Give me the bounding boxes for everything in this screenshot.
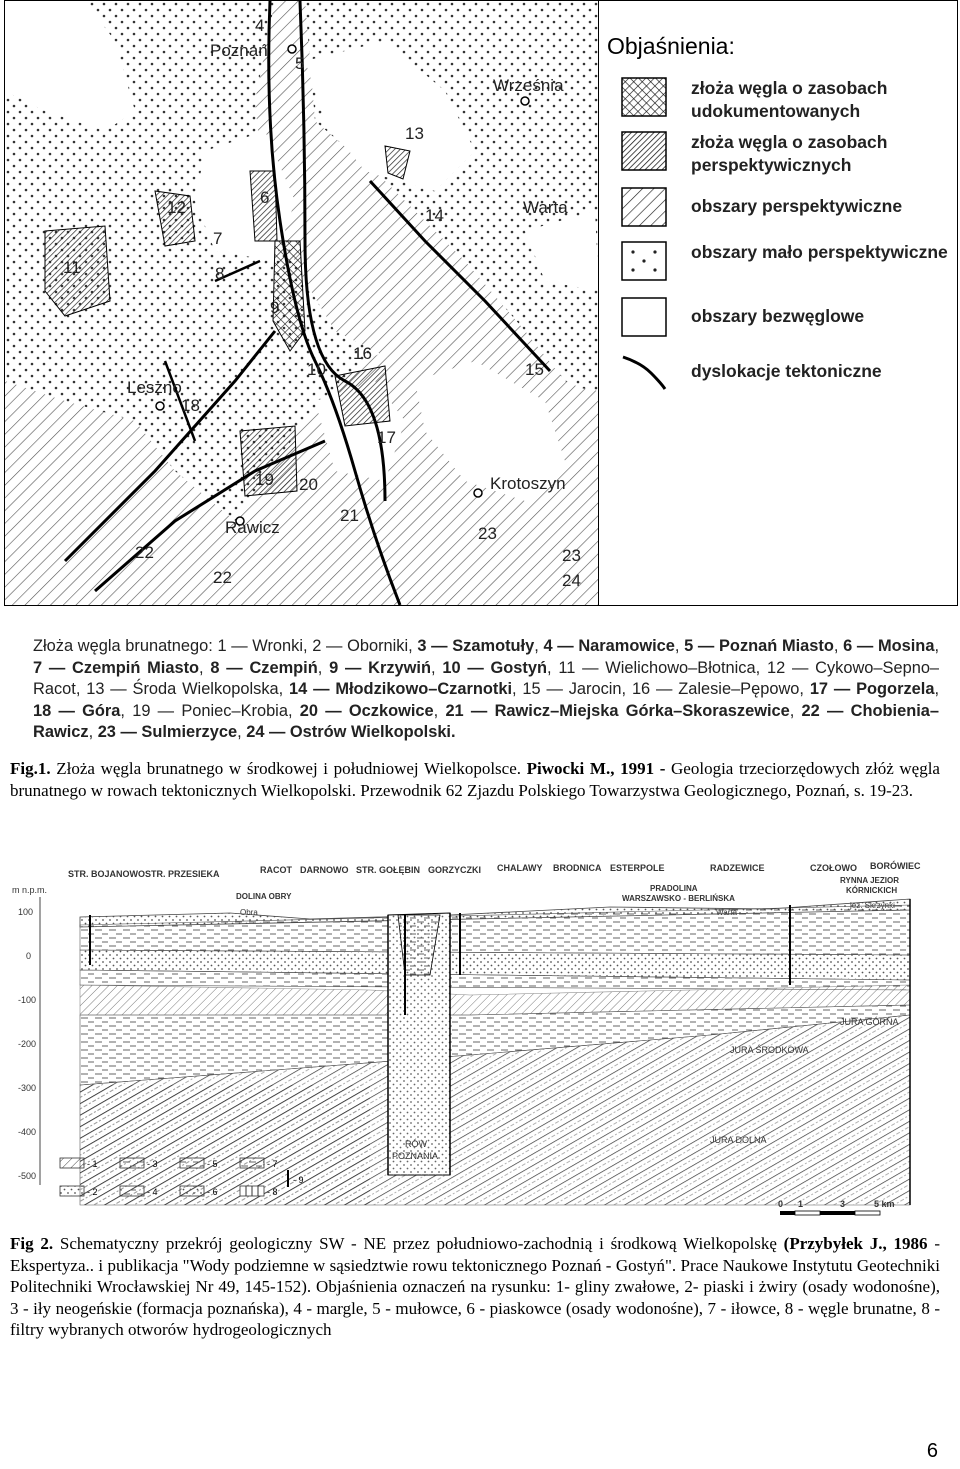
map-label-poznan: Poznań bbox=[210, 41, 268, 60]
deposit-item: 15 — Jarocin bbox=[522, 680, 622, 699]
caption1-label: Fig.1. bbox=[10, 759, 51, 778]
deposit-item: 6 — Mosina bbox=[843, 637, 935, 655]
deposit-item: 7 — Czempiń Miasto bbox=[33, 658, 200, 677]
caption2-author: (Przybyłek J., 1986 bbox=[783, 1234, 928, 1253]
deposit-list-intro: Złoża węgla brunatnego: bbox=[33, 637, 218, 655]
page-number: 6 bbox=[926, 1440, 938, 1462]
figure-2-cross-section bbox=[10, 855, 940, 1225]
deposit-item: 19 — Poniec–Krobia bbox=[132, 701, 288, 720]
map-num-21: 21 bbox=[340, 506, 359, 525]
map-num-6: 6 bbox=[260, 188, 270, 207]
xs-label-przesieka: STR. PRZESIEKA bbox=[145, 869, 220, 879]
map-num-14: 14 bbox=[425, 206, 444, 225]
deposit-item: 14 — Młodzikowo–Czarnotki bbox=[289, 680, 513, 699]
map-num-5: 5 bbox=[295, 54, 305, 73]
xs-label-chalawy: CHALAWY bbox=[497, 863, 543, 873]
xs-axis-unit: m n.p.m. bbox=[12, 885, 48, 895]
map-num-23a: 23 bbox=[478, 524, 497, 543]
legend-label-documented: złoża węgla o zasobach udokumentowanych bbox=[691, 78, 888, 121]
xs-tick-100: 100 bbox=[18, 907, 34, 917]
map-num-7: 7 bbox=[213, 229, 223, 248]
xs-legend-3: - 3 bbox=[147, 1159, 158, 1169]
map-label-leszno: Leszno bbox=[127, 378, 182, 397]
xs-label-rynna-2: KÓRNICKICH bbox=[846, 886, 898, 895]
map-num-20: 20 bbox=[299, 475, 318, 494]
map-num-10: 10 bbox=[307, 360, 326, 379]
dislocation-line-swatch bbox=[621, 351, 667, 391]
xs-legend-6: - 6 bbox=[207, 1187, 218, 1197]
dense-hatch-swatch bbox=[621, 131, 667, 171]
deposit-item: 1 — Wronki bbox=[217, 637, 304, 655]
xs-tick-minus-400: -400 bbox=[18, 1127, 37, 1137]
deposit-item: 10 — Gostyń bbox=[442, 658, 547, 677]
xs-scale-0: 0 bbox=[778, 1199, 784, 1209]
xs-unit-row-2: POZNANIA bbox=[392, 1151, 439, 1161]
xs-label-brodnica: BRODNICA bbox=[553, 863, 602, 873]
deposit-item: 5 — Poznań Miasto bbox=[684, 637, 834, 655]
xs-label-obra: Obra bbox=[240, 908, 258, 917]
map-label-wrzesnia: Września bbox=[493, 76, 564, 95]
map-num-23b: 23 bbox=[562, 546, 581, 565]
deposit-item: 4 — Naramowice bbox=[543, 637, 675, 655]
xs-scale-5km: 5 km bbox=[874, 1199, 895, 1209]
map-legend bbox=[601, 1, 957, 605]
legend-label-dislocations: dyslokacje tektoniczne bbox=[691, 361, 882, 381]
legend-item-perspective-deposits bbox=[621, 131, 951, 179]
figure-2-caption bbox=[10, 1233, 940, 1341]
legend-label-low-perspective: obszary mało perspektywiczne bbox=[691, 242, 948, 262]
map-label-krotoszyn: Krotoszyn bbox=[490, 474, 566, 493]
xs-label-radzewice: RADZEWICE bbox=[710, 863, 765, 873]
map-label-rawicz: Rawicz bbox=[225, 518, 280, 537]
legend-label-perspective-deposits: złoża węgla o zasobach perspektywicznych bbox=[691, 132, 888, 175]
map-num-22b: 22 bbox=[213, 568, 232, 587]
legend-label-perspective-areas: obszary perspektywiczne bbox=[691, 196, 903, 216]
caption1-text1: Złoża węgla brunatnego w środkowej i południowej Wielkopolsce. bbox=[50, 759, 527, 778]
deposit-item: 23 — Sulmierzyce bbox=[97, 723, 238, 742]
blank-swatch bbox=[621, 297, 667, 337]
xs-label-dolina-obry: DOLINA OBRY bbox=[236, 892, 292, 901]
xs-label-borowiec: BORÓWIEC bbox=[870, 861, 921, 871]
xs-tick-minus-300: -300 bbox=[18, 1083, 37, 1093]
deposit-item: 20 — Oczkowice bbox=[299, 701, 434, 720]
caption1-text2: Geologia trzeciorzędowych złóż węgla brunatnego w rowach tektonicznych Wielkopolski. Przewodnik 62 Zjazdu Polskiego Towarzystwa Geologicznego, Poznań, s. 19-23. bbox=[10, 759, 940, 800]
deposit-map bbox=[5, 1, 599, 605]
caption2-text2: - Ekspertyza.. i publikacja "Wody podziemne w sąsiedztwie rowu tektonicznego Poznań - Gostyń". Prace Naukowe Instytutu Geotechniki Politechniki Wrocławskiej Nr 49, 145-152). Objaśnienia oznaczeń na rysunku: 1- gliny zwałowe, 2- piaski i żwiry (osady wodonośne), 3 - iły neogeńskie (formacja poznańska), 4 - margle, 5 - mułowce, 6 - piaskowce (osady wodonośne), 7 - iłowce, 8 - węgle brunatne, 8 - filtry wybranych otworów hydrogeologicznych bbox=[10, 1234, 940, 1339]
xs-legend-9: - 9 bbox=[293, 1175, 304, 1185]
figure-1 bbox=[4, 0, 958, 606]
map-num-12: 12 bbox=[167, 198, 186, 217]
xs-tick-minus-500: -500 bbox=[18, 1171, 37, 1181]
map-num-15: 15 bbox=[525, 360, 544, 379]
deposit-item: 17 — Pogorzela bbox=[809, 680, 935, 699]
deposit-item: 21 — Rawicz–Miejska Górka–Skoraszewice bbox=[445, 701, 790, 720]
deposit-item: 11 — Wielichowo–Błotnica bbox=[558, 658, 756, 677]
map-num-8: 8 bbox=[215, 264, 225, 283]
legend-label-coalless: obszary bezwęglowe bbox=[691, 306, 865, 326]
caption2-text1: Schematyczny przekrój geologiczny SW - NE przez południowo-zachodnią i środkową Wielkopolskę bbox=[53, 1234, 784, 1253]
xs-unit-jura-gorna: JURA GÓRNA bbox=[840, 1017, 899, 1027]
deposit-item: 3 — Szamotuły bbox=[417, 637, 535, 655]
deposit-item: 13 — Środa Wielkopolska bbox=[86, 680, 279, 699]
deposit-item: 18 — Góra bbox=[33, 701, 121, 720]
map-num-4: 4 bbox=[255, 16, 265, 35]
xs-unit-row: RÓW bbox=[405, 1139, 427, 1149]
xs-unit-jura-dolna: JURA DOLNA bbox=[710, 1135, 767, 1145]
deposit-item: 8 — Czempiń bbox=[210, 658, 318, 677]
xs-scale-3: 3 bbox=[840, 1199, 846, 1209]
map-num-13: 13 bbox=[405, 124, 424, 143]
deposit-item: 12 — Cykowo–Sepno–Racot bbox=[33, 658, 940, 699]
map-label-warta: Warta bbox=[523, 198, 568, 217]
legend-item-perspective-areas bbox=[621, 187, 951, 235]
xs-label-bojanowo: STR. BOJANOWO bbox=[68, 869, 146, 879]
deposit-items: 1 — Wronki, 2 — Oborniki, 3 — Szamotuły, 4 — Naramowice, 5 — Poznań Miasto, 6 — Mosina, 7 — Czempiń Miasto, 8 — Czempiń, 9 — Krzywiń, 10 — Gostyń, 11 — Wielichowo–Błotnica, 12 — Cykowo–Sepno–Racot, 13 — Środa Wielkopolska, 14 — Młodzikowo–Czarnotki, 15 — Jarocin, 16 — Zalesie–Pępowo, 17 — Pogorzela, 18 — Góra, 19 — Poniec–Krobia, 20 — Oczkowice, 21 — Rawicz–Miejska Górka–Skoraszewice, 22 — Chobienia–Rawicz, 23 — Sulmierzyce, 24 — Ostrów Wielkopolski. bbox=[33, 637, 940, 742]
legend-title: Objaśnienia: bbox=[607, 33, 735, 59]
map-svg bbox=[5, 1, 599, 605]
map-num-9: 9 bbox=[270, 298, 280, 317]
xs-tick-0: 0 bbox=[26, 951, 32, 961]
legend-item-low-perspective bbox=[621, 241, 951, 289]
map-num-17: 17 bbox=[377, 428, 396, 447]
xs-legend-2: - 2 bbox=[87, 1187, 98, 1197]
deposit-item: 22 — Chobienia–Rawicz bbox=[33, 701, 940, 742]
caption1-author: Piwocki M., 1991 - bbox=[526, 759, 666, 778]
legend-item-dislocations bbox=[621, 351, 951, 399]
map-num-16: 16 bbox=[353, 344, 372, 363]
xs-legend-5: - 5 bbox=[207, 1159, 218, 1169]
xs-scale-1: 1 bbox=[798, 1199, 804, 1209]
map-num-22a: 22 bbox=[135, 543, 154, 562]
xs-legend-4: - 4 bbox=[147, 1187, 158, 1197]
xs-legend-7: - 7 bbox=[267, 1159, 278, 1169]
xs-label-rynna: RYNNA JEZIOR bbox=[840, 876, 899, 885]
xs-label-pradolina: PRADOLINA bbox=[650, 884, 698, 893]
xs-legend-8: - 8 bbox=[267, 1187, 278, 1197]
deposit-item: 16 — Zalesie–Pępowo bbox=[631, 680, 800, 699]
legend-item-documented bbox=[621, 77, 951, 125]
deposit-list bbox=[33, 636, 939, 744]
xs-unit-jura-srodkowa: JURA ŚRODKOWA bbox=[730, 1045, 809, 1055]
deposit-item: 24 — Ostrów Wielkopolski. bbox=[246, 723, 456, 742]
xs-legend-1: - 1 bbox=[87, 1159, 98, 1169]
xs-label-gorzyczki: GORZYCZKI bbox=[428, 865, 481, 875]
map-num-19: 19 bbox=[255, 470, 274, 489]
cross-hatch-swatch bbox=[621, 77, 667, 117]
map-num-11: 11 bbox=[63, 258, 81, 277]
map-num-18: 18 bbox=[181, 396, 200, 415]
hatch-swatch bbox=[621, 187, 667, 227]
xs-label-esterpole: ESTERPOLE bbox=[610, 863, 665, 873]
xs-label-golebin: STR. GOŁĘBIN bbox=[356, 865, 421, 875]
figure-1-caption bbox=[10, 758, 940, 801]
xs-tick-minus-200: -200 bbox=[18, 1039, 37, 1049]
xs-label-czolowo: CZOŁOWO bbox=[810, 863, 857, 873]
map-num-24: 24 bbox=[562, 571, 581, 590]
legend-item-coalless bbox=[621, 297, 951, 345]
xs-label-darnowo: DARNOWO bbox=[300, 865, 349, 875]
caption2-label: Fig 2. bbox=[10, 1234, 54, 1253]
xs-label-pradolina-2: WARSZAWSKO - BERLIŃSKA bbox=[622, 894, 735, 903]
cross-section-svg bbox=[10, 855, 940, 1225]
xs-tick-minus-100: -100 bbox=[18, 995, 37, 1005]
deposit-item: 2 — Oborniki bbox=[312, 637, 409, 655]
deposit-item: 9 — Krzywiń bbox=[329, 658, 431, 677]
dots-swatch bbox=[621, 241, 667, 281]
xs-label-racot: RACOT bbox=[260, 865, 292, 875]
